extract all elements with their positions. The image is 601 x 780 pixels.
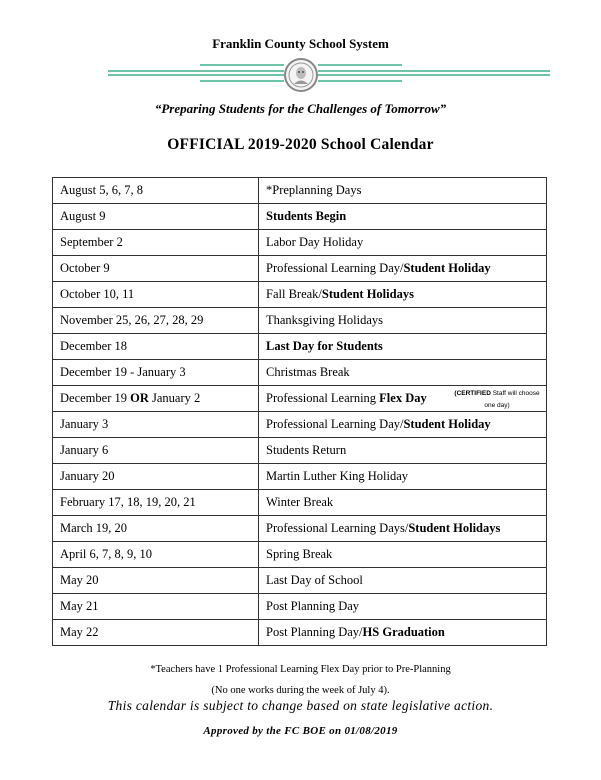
date-cell: January 20: [53, 464, 259, 490]
text-segment: Professional Learning Days/: [266, 521, 409, 535]
text-segment: Winter Break: [266, 495, 334, 509]
text-segment: Last Day for Students: [266, 339, 383, 353]
event-cell: [259, 464, 547, 490]
text-segment: Christmas Break: [266, 365, 350, 379]
event-cell: [259, 490, 547, 516]
text-segment: Flex Day: [379, 391, 427, 405]
text-segment: Students Return: [266, 443, 347, 457]
date-cell: December 18: [53, 334, 259, 360]
event-cell: [259, 334, 547, 360]
event-cell: [259, 438, 547, 464]
event-cell: [259, 594, 547, 620]
text-segment: OR: [130, 391, 149, 405]
school-seal-logo: [284, 58, 318, 92]
table-row: [53, 386, 547, 412]
event-cell: [259, 204, 547, 230]
event-cell: [259, 516, 547, 542]
table-row: [53, 334, 547, 360]
text-segment: Student Holidays: [321, 287, 414, 301]
date-cell: February 17, 18, 19, 20, 21: [53, 490, 259, 516]
text-segment: Fall Break/: [266, 287, 322, 301]
text-segment: Student Holidays: [408, 521, 501, 535]
table-row: [53, 412, 547, 438]
event-cell: [259, 178, 547, 204]
table-row: [53, 308, 547, 334]
table-row: [53, 256, 547, 282]
flex-day-note: (CERTIFIED Staff will choose one day): [454, 390, 540, 409]
date-cell: March 19, 20: [53, 516, 259, 542]
organization-name: Franklin County School System: [212, 36, 389, 51]
text-segment: Post Planning Day: [266, 599, 360, 613]
event-cell: [259, 386, 547, 412]
date-cell: November 25, 26, 27, 28, 29: [53, 308, 259, 334]
text-segment: Professional Learning: [266, 391, 380, 405]
date-cell: September 2: [53, 230, 259, 256]
table-row: [53, 516, 547, 542]
table-row: [53, 490, 547, 516]
disclaimer: This calendar is subject to change based on state legislative action.: [107, 698, 494, 713]
text-segment: Student Holiday: [403, 261, 491, 275]
date-cell: [53, 386, 259, 412]
footnote-flex-day: *Teachers have 1 Professional Learning Flex Day prior to Pre-Planning: [150, 664, 451, 675]
date-cell: May 22: [53, 620, 259, 646]
date-cell: January 3: [53, 412, 259, 438]
text-segment: December 19: [60, 391, 131, 405]
text-segment: January 2: [148, 391, 201, 405]
event-cell: [259, 568, 547, 594]
table-row: [53, 178, 547, 204]
event-cell: [259, 360, 547, 386]
date-cell: August 5, 6, 7, 8: [53, 178, 259, 204]
approval-note: Approved by the FC BOE on 01/08/2019: [203, 725, 398, 737]
date-cell: May 21: [53, 594, 259, 620]
calendar-table: [52, 177, 547, 646]
text-segment: Professional Learning Day/: [266, 417, 404, 431]
text-segment: Professional Learning Day/: [266, 261, 404, 275]
text-segment: Post Planning Day/: [266, 625, 363, 639]
text-segment: Labor Day Holiday: [266, 235, 364, 249]
text-segment: HS Graduation: [362, 625, 445, 639]
text-segment: Students Begin: [266, 209, 347, 223]
text-segment: *Preplanning Days: [266, 183, 362, 197]
event-cell: [259, 542, 547, 568]
date-cell: August 9: [53, 204, 259, 230]
text-segment: Martin Luther King Holiday: [266, 469, 408, 483]
table-row: [53, 360, 547, 386]
footnote-july: (No one works during the week of July 4).: [211, 685, 390, 696]
table-row: [53, 282, 547, 308]
text-segment: Last Day of School: [266, 573, 363, 587]
date-cell: December 19 - January 3: [53, 360, 259, 386]
motto: “Preparing Students for the Challenges of Tomorrow”: [154, 101, 447, 116]
table-row: [53, 620, 547, 646]
event-cell: [259, 282, 547, 308]
table-row: [53, 464, 547, 490]
date-cell: October 10, 11: [53, 282, 259, 308]
event-cell: [259, 620, 547, 646]
text-segment: Student Holiday: [403, 417, 491, 431]
event-cell: [259, 412, 547, 438]
date-cell: April 6, 7, 8, 9, 10: [53, 542, 259, 568]
table-row: [53, 230, 547, 256]
date-cell: May 20: [53, 568, 259, 594]
event-cell: [259, 256, 547, 282]
table-row: [53, 568, 547, 594]
date-cell: October 9: [53, 256, 259, 282]
text-segment: Thanksgiving Holidays: [266, 313, 384, 327]
table-row: [53, 438, 547, 464]
text-segment: Spring Break: [266, 547, 333, 561]
event-cell: [259, 308, 547, 334]
page-title: OFFICIAL 2019-2020 School Calendar: [167, 136, 434, 153]
table-row: [53, 204, 547, 230]
table-row: [53, 542, 547, 568]
event-cell: [259, 230, 547, 256]
table-row: [53, 594, 547, 620]
date-cell: January 6: [53, 438, 259, 464]
